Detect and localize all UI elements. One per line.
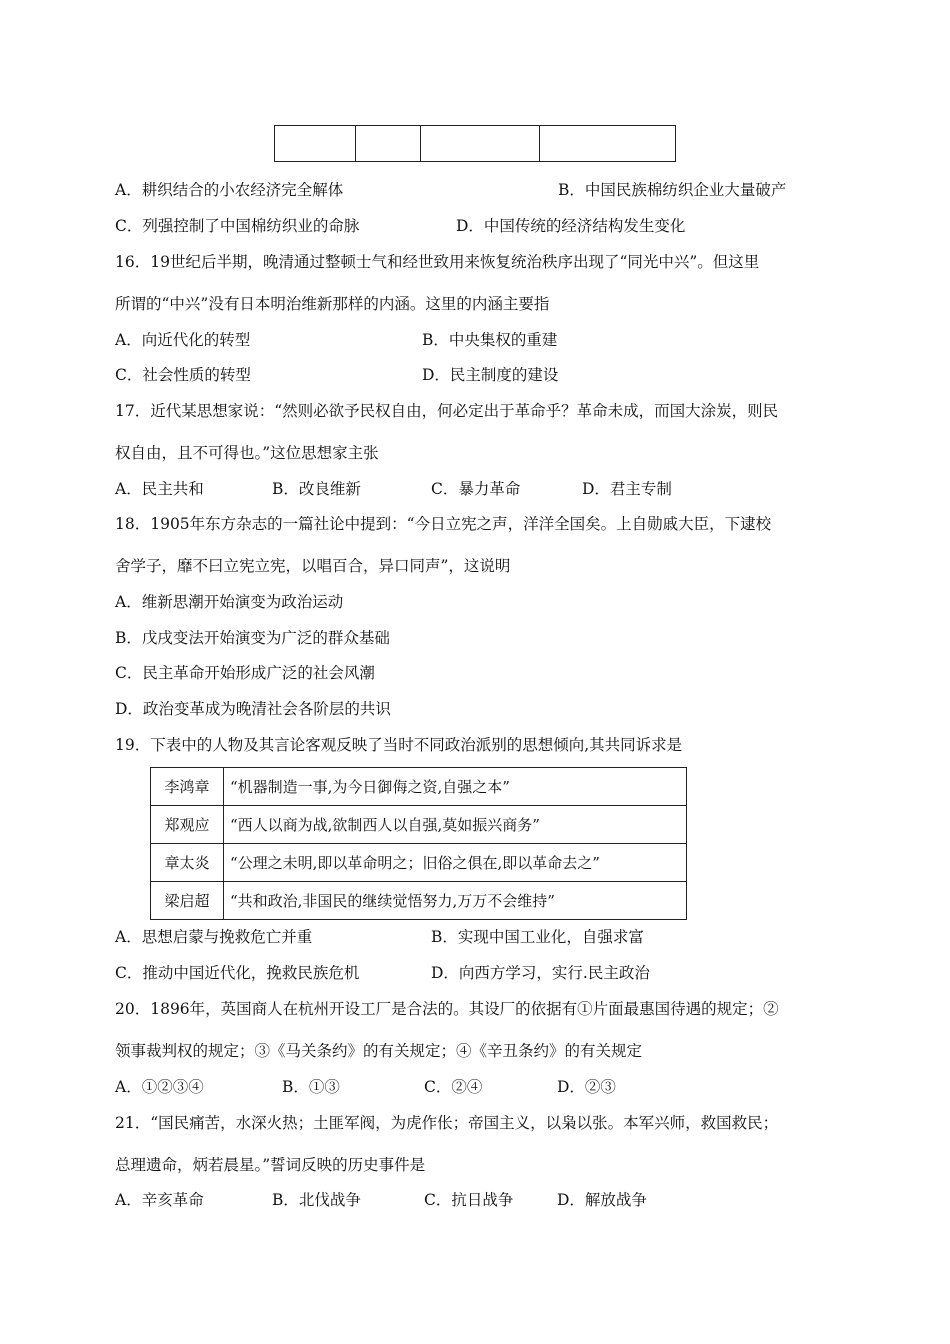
q19-option-d: D．向西方学习，实行.民主政治: [431, 964, 650, 982]
empty-table: [274, 125, 676, 162]
person-quote: “公理之未明,即以革命明之；旧俗之俱在,即以革命去之”: [224, 844, 687, 882]
q16-option-b: B．中央集权的重建: [422, 331, 558, 349]
q15-option-d: D．中国传统的经济结构发生变化: [456, 217, 686, 235]
person-name: 郑观应: [151, 806, 224, 844]
q20-option-b: B．①③: [282, 1078, 340, 1096]
q21-option-b: B．北伐战争: [272, 1191, 361, 1209]
table-cell: [540, 126, 676, 162]
person-quote: “机器制造一事,为今日御侮之资,自强之本”: [224, 768, 687, 806]
q20-stem-line1: 20．1896年，英国商人在杭州开设工厂是合法的。其设厂的依据有①片面最惠国待遇的规定；②: [115, 1000, 779, 1018]
q15-option-c: C．列强控制了中国棉纺织业的命脉: [115, 217, 360, 235]
q15-option-a: A．耕织结合的小农经济完全解体: [115, 181, 344, 199]
q21-option-d: D．解放战争: [557, 1191, 647, 1209]
q19-option-c: C．推动中国近代化，挽救民族危机: [115, 964, 360, 982]
person-quote: “西人以商为战,欲制西人以自强,莫如振兴商务”: [224, 806, 687, 844]
q18-stem-line1: 18．1905年东方杂志的一篇社论中提到：“今日立宪之声，洋洋全国矣。上自勋戚大臣，下逮校: [115, 515, 772, 533]
q16-stem-line2: 所谓的“中兴”没有日本明治维新那样的内涵。这里的内涵主要指: [115, 295, 550, 313]
person-name: 梁启超: [151, 882, 224, 920]
q21-option-a: A．辛亥革命: [115, 1191, 204, 1209]
q19-option-a: A．思想启蒙与挽救危亡并重: [115, 928, 313, 946]
q17-option-c: C．暴力革命: [431, 480, 521, 498]
q16-stem-line1: 16．19世纪后半期，晚清通过整顿士气和经世致用来恢复统治秩序出现了“同光中兴”。但这里: [115, 253, 760, 271]
q17-option-b: B．改良维新: [272, 480, 361, 498]
table-row: [151, 768, 687, 806]
q19-stem: 19．下表中的人物及其言论客观反映了当时不同政治派别的思想倾向,其共同诉求是: [115, 736, 683, 754]
q18-option-b: B．戊戌变法开始演变为广泛的群众基础: [115, 629, 390, 647]
q18-option-c: C．民主革命开始形成广泛的社会风潮: [115, 664, 375, 682]
person-quote: “共和政治,非国民的继续觉悟努力,万万不会维持”: [224, 882, 687, 920]
table-cell: [421, 126, 540, 162]
q19-quote-table: [150, 767, 687, 920]
q16-option-a: A．向近代化的转型: [115, 331, 251, 349]
q18-option-a: A．维新思潮开始演变为政治运动: [115, 593, 344, 611]
person-name: 章太炎: [151, 844, 224, 882]
q16-option-d: D．民主制度的建设: [422, 366, 559, 384]
table-row: [151, 844, 687, 882]
q20-option-d: D．②③: [557, 1078, 616, 1096]
q21-stem-line1: 21．“国民痛苦，水深火热；土匪军阀，为虎作伥；帝国主义，以枭以张。本军兴师，救国救民；: [115, 1114, 779, 1132]
q17-option-a: A．民主共和: [115, 480, 204, 498]
q17-option-d: D．君主专制: [582, 480, 672, 498]
q15-option-b: B．中国民族棉纺织企业大量破产: [558, 181, 787, 199]
table-row: [275, 126, 676, 162]
q18-stem-line2: 舍学子，靡不曰立宪立宪，以唱百合，异口同声”，这说明: [115, 557, 511, 575]
q20-option-a: A．①②③④: [115, 1078, 204, 1096]
table-cell: [275, 126, 356, 162]
q20-stem-line2: 领事裁判权的规定；③《马关条约》的有关规定；④《辛丑条约》的有关规定: [115, 1042, 643, 1060]
q16-option-c: C．社会性质的转型: [115, 366, 251, 384]
q17-stem-line1: 17．近代某思想家说：“然则必欲予民权自由，何必定出于革命乎？革命未成，而国大涂炭，则民: [115, 402, 779, 420]
table-row: [151, 882, 687, 920]
q18-option-d: D．政治变革成为晚清社会各阶层的共识: [115, 700, 391, 718]
q21-stem-line2: 总理遗命，炳若晨星。”誓词反映的历史事件是: [115, 1156, 426, 1174]
table-row: [151, 806, 687, 844]
q20-option-c: C．②④: [424, 1078, 483, 1096]
q17-stem-line2: 权自由，且不可得也。”这位思想家主张: [115, 444, 379, 462]
q21-option-c: C．抗日战争: [424, 1191, 514, 1209]
table-cell: [356, 126, 421, 162]
q19-option-b: B．实现中国工业化，自强求富: [431, 928, 644, 946]
person-name: 李鸿章: [151, 768, 224, 806]
